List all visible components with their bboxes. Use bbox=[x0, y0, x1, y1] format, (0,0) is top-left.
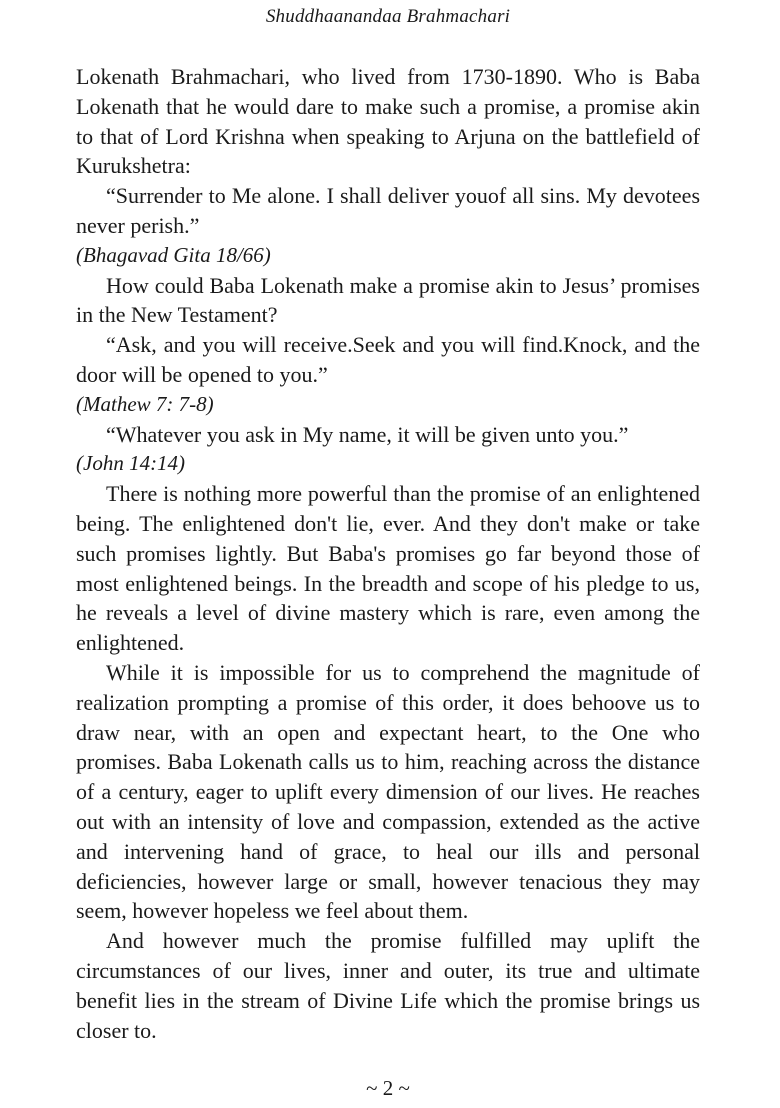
scripture-quote: “Whatever you ask in My name, it will be given unto you.” bbox=[106, 421, 629, 447]
citation: (Bhagavad Gita 18/66) bbox=[76, 242, 271, 267]
citation: (Mathew 7: 7-8) bbox=[76, 391, 214, 416]
body-text bbox=[76, 62, 700, 1045]
paragraph: There is nothing more powerful than the promise of an enlightened being. The enlightened don't lie, ever. And they don't make or take such promises lightly. But Baba's promises go far beyond those of most enlightened beings. In the breadth and scope of his pledge to us, he reveals a level of divine mastery which is rare, even among the enlightened. bbox=[76, 481, 700, 656]
page-number: ~ 2 ~ bbox=[366, 1076, 410, 1100]
scripture-quote: “Surrender to Me alone. I shall deliver youof all sins. My devotees never perish.” bbox=[76, 183, 700, 238]
book-page bbox=[76, 0, 700, 1108]
paragraph: And however much the promise fulfilled may uplift the circumstances of our lives, inner and outer, its true and ultimate benefit lies in the stream of Divine Life which the promise brings us closer to. bbox=[76, 928, 700, 1043]
paragraph: How could Baba Lokenath make a promise akin to Jesus’ promises in the New Testament? bbox=[76, 272, 700, 328]
scripture-quote: “Ask, and you will receive.Seek and you will find.Knock, and the door will be opened to you.” bbox=[76, 332, 700, 387]
paragraph: While it is impossible for us to comprehend the magnitude of realization prompting a promise of this order, it does behoove us to draw near, with an open and expectant heart, to the One who promises. Baba Lokenath calls us to him, reaching across the distance of a century, eager to uplift every dimension of our lives. He reaches out with an intensity of love and compassion, extended as the active and intervening hand of grace, to heal our ills and personal deficiencies, however large or small, however tenacious they may seem, however hopeless we feel about them. bbox=[76, 659, 700, 924]
paragraph: Lokenath Brahmachari, who lived from 1730-1890. Who is Baba Lokenath that he would dare to make such a promise, a promise akin to that of Lord Krishna when speaking to Arjuna on the battlefield of Kurukshetra: bbox=[76, 64, 700, 179]
running-header: Shuddhaanandaa Brahmachari bbox=[265, 6, 511, 27]
citation: (John 14:14) bbox=[76, 451, 186, 476]
